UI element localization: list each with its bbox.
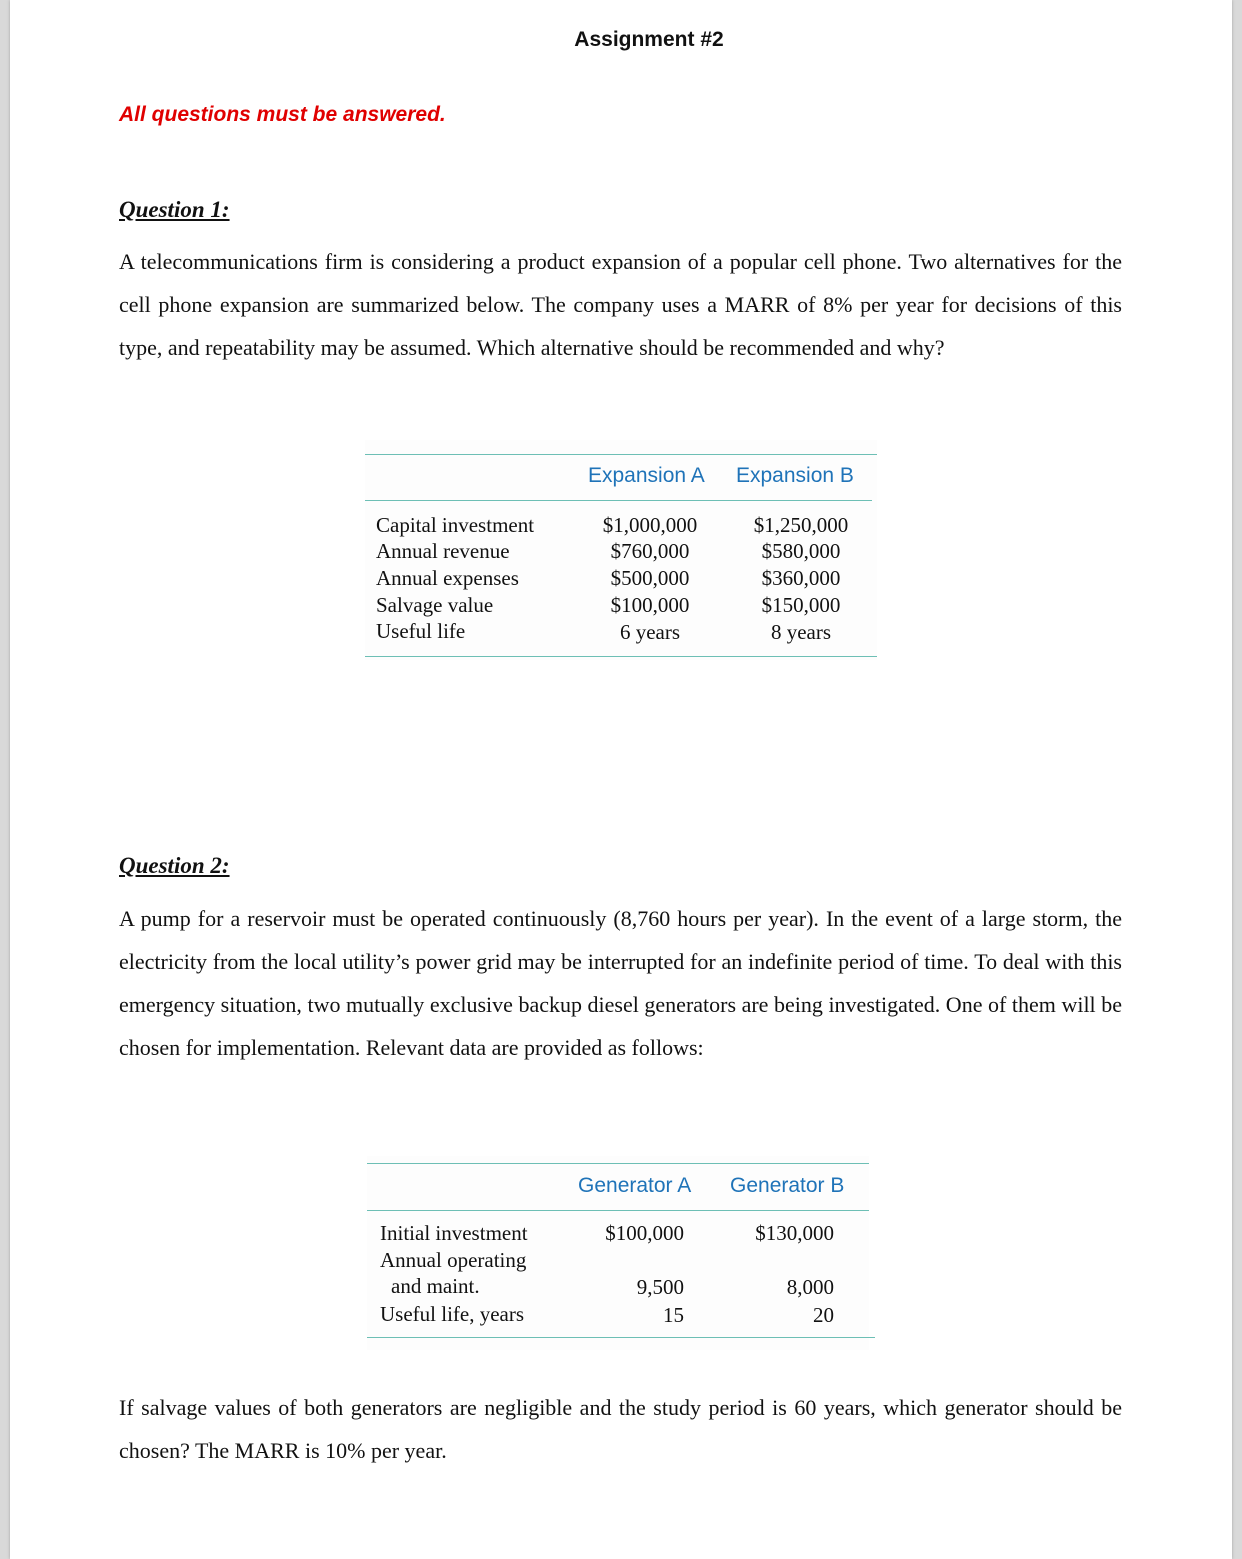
cell-expansion-b: $150,000 xyxy=(761,593,841,617)
cell-generator-a: 9,500 xyxy=(636,1275,684,1299)
cell-generator-b: $130,000 xyxy=(755,1221,834,1245)
table-top-rule xyxy=(367,1163,869,1164)
row-label: Capital investment xyxy=(376,513,535,537)
document-page xyxy=(10,0,1232,1559)
table-top-rule xyxy=(365,454,877,455)
row-label: Annual revenue xyxy=(376,539,510,563)
column-header-generator-a: Generator A xyxy=(578,1174,692,1197)
question-2-text: A pump for a reservoir must be operated continuously (8,760 hours per year). In the event of a large storm, the electricity from the local utility’s power grid may be interrupted for an indefinite period of time. To deal with this emergency situation, two mutually exclusive backup diesel generators are being investigated. One of them will be chosen for implementation. Relevant data are provided as follows: xyxy=(119,906,1122,1060)
row-label: Useful life, years xyxy=(380,1302,525,1326)
cell-expansion-a: $100,000 xyxy=(610,593,690,617)
cell-generator-b: 20 xyxy=(813,1303,834,1327)
question-1-text: A telecommunications firm is considering a product expansion of a popular cell phone. Two alternatives for the cell phone expansion are summarized below. The company uses a MARR of 8% per year for decisions of this type, and repeatability may be assumed. Which alternative should be recommended and why? xyxy=(119,249,1122,360)
row-label: Salvage value xyxy=(376,593,494,617)
cell-expansion-a: $1,000,000 xyxy=(602,513,698,537)
cell-expansion-b: 8 years xyxy=(770,620,832,644)
cell-expansion-a: 6 years xyxy=(619,620,681,644)
cell-generator-a: 15 xyxy=(663,1303,684,1327)
cell-generator-a: $100,000 xyxy=(605,1221,684,1245)
column-header-expansion-a: Expansion A xyxy=(588,464,705,487)
cell-generator-b: 8,000 xyxy=(786,1275,834,1299)
cell-expansion-b: $360,000 xyxy=(761,566,841,590)
question-2-closing-text: If salvage values of both generators are negligible and the study period is 60 years, which generator should be chosen? The MARR is 10% per year. xyxy=(119,1395,1122,1463)
row-label: Annual expenses xyxy=(376,566,519,590)
cell-expansion-b: $580,000 xyxy=(761,539,841,563)
instruction-note: All questions must be answered. xyxy=(119,103,446,126)
column-header-generator-b: Generator B xyxy=(730,1174,845,1197)
table-bottom-rule xyxy=(367,1337,875,1338)
column-header-expansion-b: Expansion B xyxy=(736,464,854,487)
cell-expansion-b: $1,250,000 xyxy=(753,513,849,537)
page-title: Assignment #2 xyxy=(574,28,724,51)
question-1-heading: Question 1: xyxy=(119,197,230,222)
row-label-continued: and maint. xyxy=(391,1274,480,1298)
table-header-rule xyxy=(365,500,872,501)
row-label: Useful life xyxy=(376,619,466,643)
table-bottom-rule xyxy=(365,656,877,657)
cell-expansion-a: $760,000 xyxy=(610,539,690,563)
question-2-heading: Question 2: xyxy=(119,853,230,878)
table-header-rule xyxy=(367,1210,869,1211)
cell-expansion-a: $500,000 xyxy=(610,566,690,590)
row-label: Annual operating xyxy=(380,1248,527,1272)
row-label: Initial investment xyxy=(380,1221,528,1245)
